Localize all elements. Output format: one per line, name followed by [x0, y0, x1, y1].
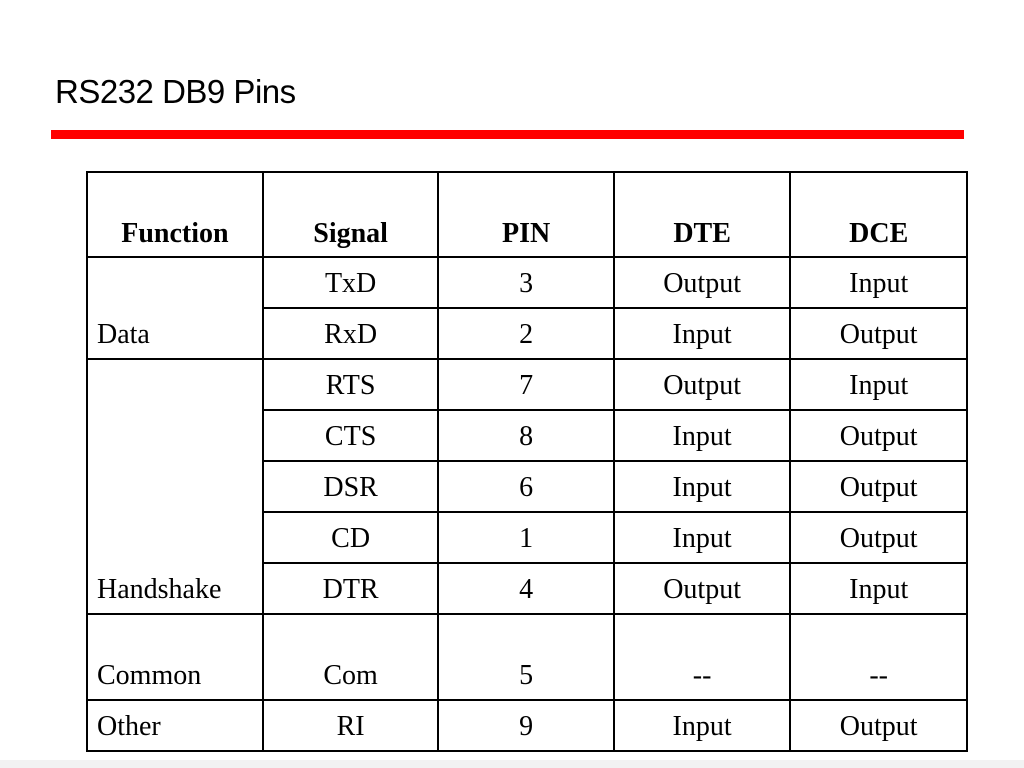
dte-cell: Output — [614, 257, 791, 308]
signal-cell: RTS — [263, 359, 439, 410]
dte-cell: -- — [614, 614, 791, 700]
dce-cell: Output — [790, 410, 967, 461]
bottom-border-strip — [0, 760, 1024, 768]
slide-title: RS232 DB9 Pins — [55, 73, 296, 110]
pin-cell: 5 — [438, 614, 613, 700]
pin-cell: 2 — [438, 308, 613, 359]
pin-cell: 1 — [438, 512, 613, 563]
dce-cell: -- — [790, 614, 967, 700]
signal-cell: RI — [263, 700, 439, 751]
pin-cell: 6 — [438, 461, 613, 512]
dte-cell: Output — [614, 563, 791, 614]
dte-cell: Input — [614, 512, 791, 563]
header-dce: DCE — [790, 172, 967, 257]
signal-cell: CD — [263, 512, 439, 563]
table-row — [87, 359, 967, 410]
signal-cell: Com — [263, 614, 439, 700]
pin-cell: 7 — [438, 359, 613, 410]
pin-table — [86, 171, 968, 752]
function-cell-other: Other — [87, 700, 263, 751]
dte-cell: Output — [614, 359, 791, 410]
dce-cell: Output — [790, 512, 967, 563]
dce-cell: Output — [790, 700, 967, 751]
signal-cell: DTR — [263, 563, 439, 614]
dce-cell: Input — [790, 563, 967, 614]
dte-cell: Input — [614, 700, 791, 751]
table-row — [87, 614, 967, 700]
function-cell-data: Data — [87, 257, 263, 359]
header-pin: PIN — [438, 172, 613, 257]
dce-cell: Output — [790, 461, 967, 512]
header-function: Function — [87, 172, 263, 257]
signal-cell: CTS — [263, 410, 439, 461]
table-row — [87, 700, 967, 751]
pin-cell: 3 — [438, 257, 613, 308]
header-dte: DTE — [614, 172, 791, 257]
function-cell-common: Common — [87, 614, 263, 700]
dte-cell: Input — [614, 308, 791, 359]
function-cell-handshake: Handshake — [87, 359, 263, 614]
header-signal: Signal — [263, 172, 439, 257]
table-header-row — [87, 172, 967, 257]
table-row — [87, 257, 967, 308]
dce-cell: Input — [790, 359, 967, 410]
pin-cell: 9 — [438, 700, 613, 751]
dce-cell: Output — [790, 308, 967, 359]
signal-cell: RxD — [263, 308, 439, 359]
signal-cell: DSR — [263, 461, 439, 512]
dte-cell: Input — [614, 461, 791, 512]
title-underline-rule — [51, 130, 964, 139]
dce-cell: Input — [790, 257, 967, 308]
pin-cell: 8 — [438, 410, 613, 461]
pin-cell: 4 — [438, 563, 613, 614]
signal-cell: TxD — [263, 257, 439, 308]
dte-cell: Input — [614, 410, 791, 461]
